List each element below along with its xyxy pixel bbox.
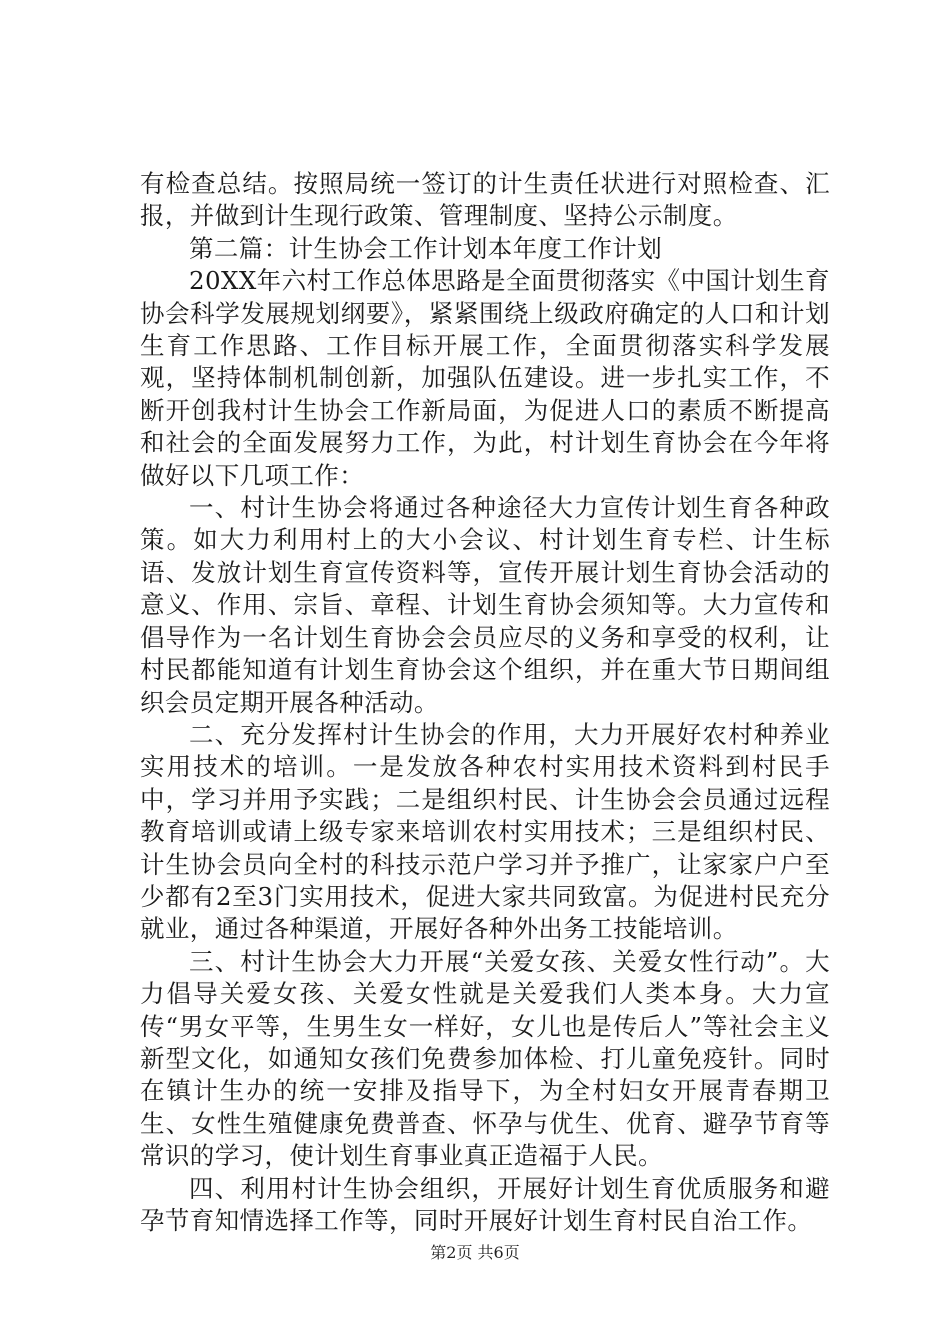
paragraph-item-1: 一、村计生协会将通过各种途径大力宣传计划生育各种政策。如大力利用村上的大小会议、村计划生育专栏、计生标语、发放计划生育宣传资料等，宣传开展计划生育协会活动的意义、作用、宗旨、章程、计划生育协会须知等。大力宣传和倡导作为一名计划生育协会会员应尽的义务和享受的权利，让村民都能知道有计划生育协会这个组织，并在重大节日期间组织会员定期开展各种活动。 xyxy=(140,493,830,717)
paragraph-item-3: 三、村计生协会大力开展“关爱女孩、关爱女性行动”。大力倡导关爱女孩、关爱女性就是关爱我们人类本身。大力宣传“男女平等，生男生女一样好，女儿也是传后人”等社会主义新型文化，如通知女孩们免费参加体检、打儿童免疫针。同时在镇计生办的统一安排及指导下，为全村妇女开展青春期卫生、女性生殖健康免费普查、怀孕与优生、优育、避孕节育等常识的学习，使计划生育事业真正造福于人民。 xyxy=(140,946,830,1171)
paragraph-item-2: 二、充分发挥村计生协会的作用，大力开展好农村种养业实用技术的培训。一是发放各种农村实用技术资料到村民手中，学习并用予实践；二是组织村民、计生协会会员通过远程教育培训或请上级专家来培训农村实用技术；三是组织村民、计生协会员向全村的科技示范户学习并予推广，让家家户户至少都有2至3门实用技术，促进大家共同致富。为促进村民充分就业，通过各种渠道，开展好各种外出务工技能培训。 xyxy=(140,719,830,944)
paragraph-overview: 20XX年六村工作总体思路是全面贯彻落实《中国计划生育协会科学发展规划纲要》，紧紧围绕上级政府确定的人口和计划生育工作思路、工作目标开展工作，全面贯彻落实科学发展观，坚持体制机制创新，加强队伍建设。进一步扎实工作，不断开创我村计生协会工作新局面，为促进人口的素质不断提高和社会的全面发展努力工作，为此，村计划生育协会在今年将做好以下几项工作： xyxy=(140,266,830,490)
paragraph-item-4: 四、利用村计生协会组织，开展好计划生育优质服务和避孕节育知情选择工作等，同时开展好计划生育村民自治工作。 xyxy=(140,1173,830,1235)
paragraph-continuation: 有检查总结。按照局统一签订的计生责任状进行对照检查、汇报，并做到计生现行政策、管理制度、坚持公示制度。 xyxy=(140,169,830,231)
document-body xyxy=(140,168,830,1237)
section-heading: 第二篇：计生协会工作计划本年度工作计划 xyxy=(189,233,663,263)
page-number: 第2页 共6页 xyxy=(430,1243,520,1262)
